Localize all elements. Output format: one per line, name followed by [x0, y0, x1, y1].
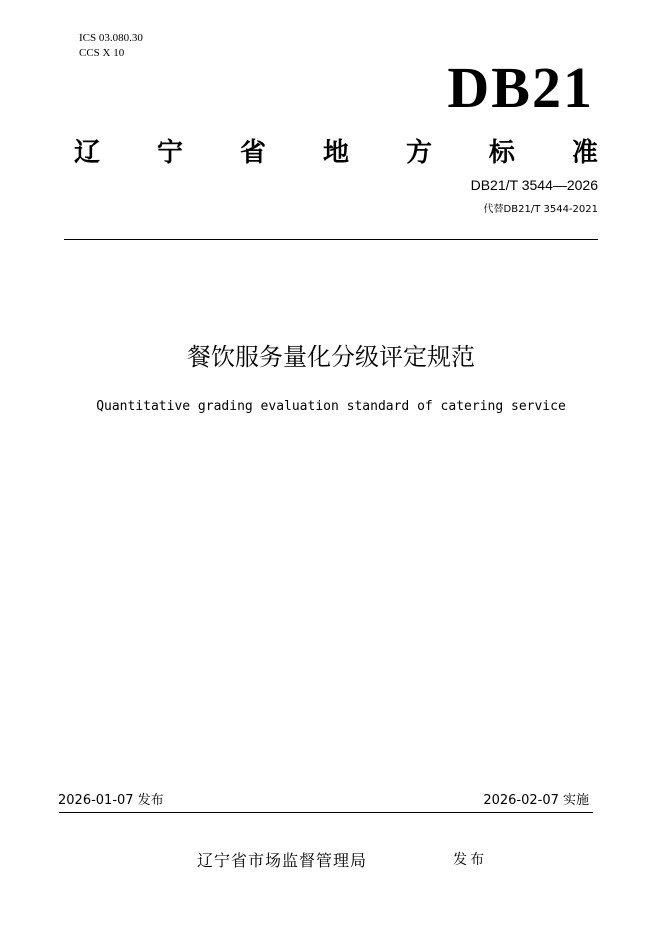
heading-char: 地	[322, 138, 349, 168]
issuing-authority: 辽宁省市场监督管理局	[197, 851, 368, 870]
heading-char: 省	[239, 138, 266, 168]
issue-date: 2026-01-07 发布	[58, 793, 164, 808]
document-title-english: Quantitative grading evaluation standard of catering service	[96, 399, 566, 414]
header-divider	[64, 239, 598, 240]
heading-char: 辽	[74, 138, 101, 168]
document-title-chinese: 餐饮服务量化分级评定规范	[187, 343, 475, 371]
heading-char: 准	[571, 138, 598, 168]
replaces-standard: 代替DB21/T 3544-2021	[483, 204, 598, 215]
heading-char: 宁	[156, 138, 183, 168]
issue-label: 发布	[453, 852, 487, 868]
ics-code: ICS 03.080.30	[79, 32, 143, 44]
ccs-code: CCS X 10	[79, 47, 125, 59]
standard-type-heading	[74, 134, 598, 172]
heading-char: 标	[488, 138, 515, 168]
implementation-date: 2026-02-07 实施	[483, 793, 589, 808]
standard-number: DB21/T 3544—2026	[470, 177, 598, 193]
standard-logo: DB21	[447, 55, 594, 120]
heading-char: 方	[405, 138, 432, 168]
footer-divider	[59, 812, 593, 813]
